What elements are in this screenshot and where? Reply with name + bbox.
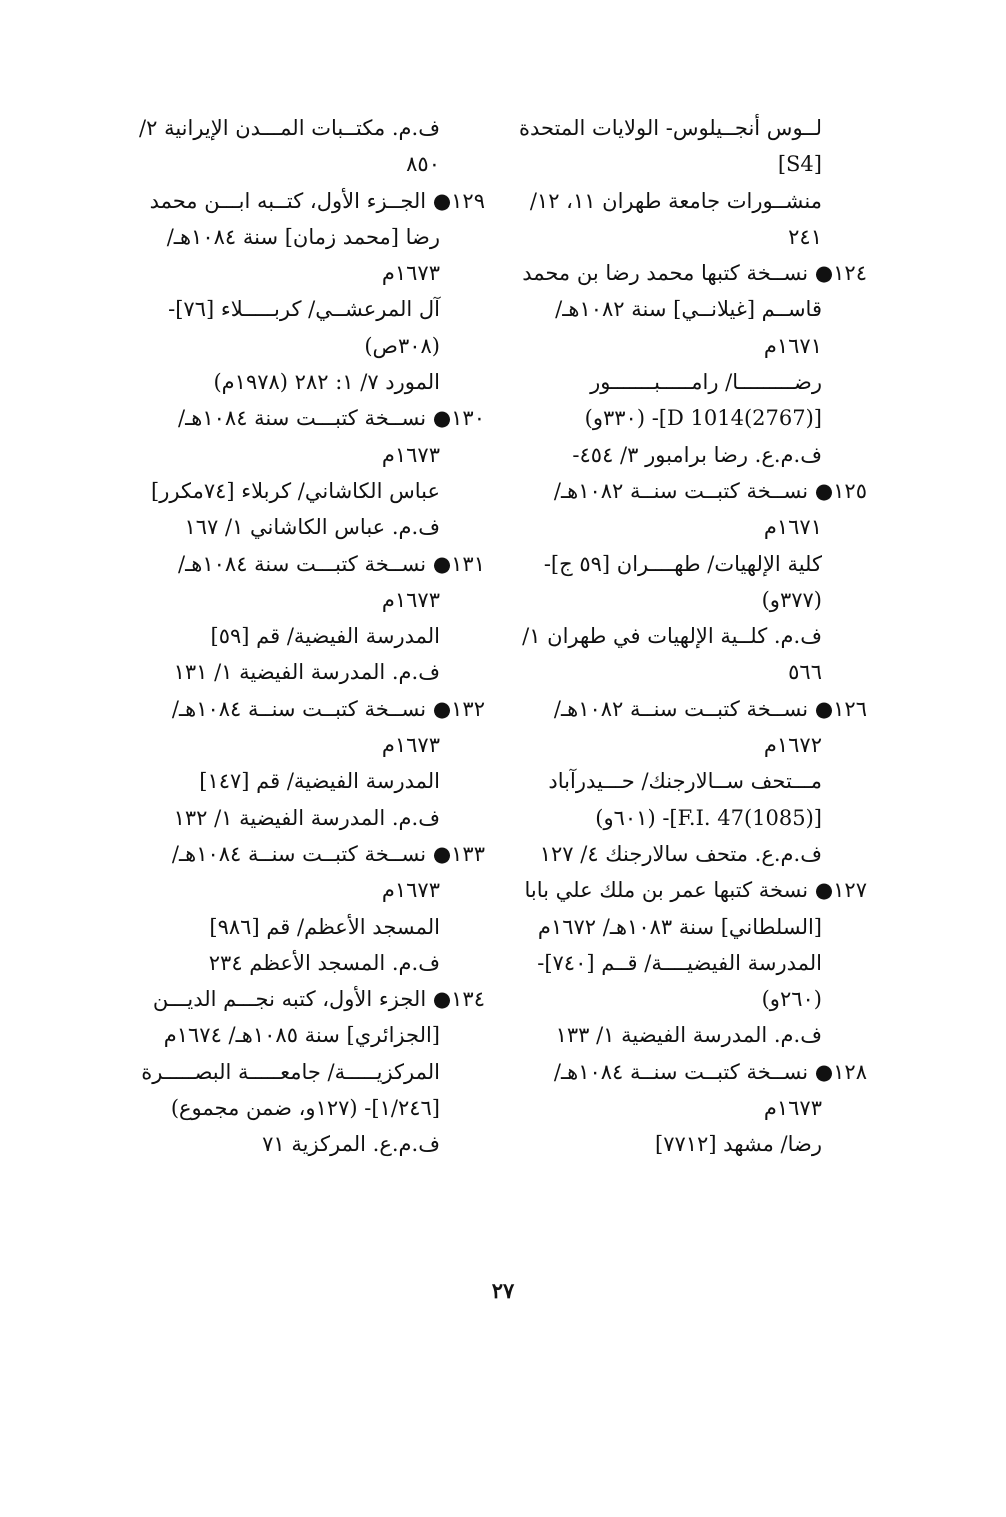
entry-text-line: ٥٦٦ <box>788 660 822 685</box>
entry-text-line: ف.م. مكتــبات المـــدن الإيرانية ٢/ <box>139 116 440 140</box>
entry-heading-line: ١٣٣● نســخة كتبــت سنــة ١٠٨٤هـ/ <box>171 841 485 866</box>
entry-text-line: [F.I. 47(1085)]- (٦٠١و) <box>595 805 822 830</box>
entry-text-line: ف.م. المدرسة الفيضية ١/ ١٣٣ <box>555 1023 822 1048</box>
entry-text-line: ٨٥٠ <box>406 152 440 177</box>
entry-text-line: ١٦٧٣م <box>763 1096 822 1121</box>
entry-text-line: رضـــــــــا/ رامـــــبـــــــور <box>590 370 822 395</box>
page-number: ٢٧ <box>491 1278 515 1303</box>
entry-text-line: مـــتحف ســالارجنك/ حـــيدرآباد <box>548 769 822 794</box>
entry-heading-line: ١٣١● نســخة كتبـــت سنة ١٠٨٤هـ/ <box>178 551 485 576</box>
entry-text-line: ف.م. كلــية الإلهيات في طهران ١/ <box>522 624 822 649</box>
entry-text-line: ١٦٧١م <box>763 333 822 358</box>
entry-text-line: رضا/ مشهد [٧٧١٢] <box>654 1132 822 1157</box>
entry-text-line: ف.م. المسجد الأعظم ٢٣٤ <box>208 950 440 975</box>
left-column <box>140 110 485 1163</box>
entry-text-line: رضا [محمد زمان] سنة ١٠٨٤هـ/ <box>166 224 440 249</box>
entry-text-line: المركزيـــــة/ جامعـــــة البصـــــرة <box>141 1059 440 1084</box>
entry-text-line: (٢٦٠و) <box>761 987 822 1012</box>
entry-text-line: المدرسة الفيضيــــة/ قــم [٧٤٠]- <box>537 950 822 975</box>
entry-heading-line: ١٢٨● نســخة كتبــت سنــة ١٠٨٤هـ/ <box>553 1059 867 1084</box>
entry-heading-line: ١٣٢● نســخة كتبــت سنــة ١٠٨٤هـ/ <box>171 696 485 721</box>
entry-text-line: ٢٤١ <box>788 224 822 249</box>
entry-text-line: المدرسة الفيضية/ قم [٥٩] <box>210 624 440 649</box>
entry-text-line: ١٦٧٣م <box>381 261 440 286</box>
entry-heading-line: ١٢٤● نســخة كتبها محمد رضا بن محمد <box>522 261 867 286</box>
entry-text-line: ف.م.ع. رضا برامبور ٣/ ٤٥٤- <box>572 442 822 467</box>
entry-heading-line: ١٢٥● نســخة كتبــت سنــة ١٠٨٢هـ/ <box>553 478 867 503</box>
entry-text-line: المورد ٧/ ١: ٢٨٢ (١٩٧٨م) <box>213 370 440 395</box>
entry-text-line: [الجزائري] سنة ١٠٨٥هـ/ ١٦٧٤م <box>163 1023 440 1048</box>
entry-heading-line: ١٣٠● نســخة كتبـــت سنة ١٠٨٤هـ/ <box>178 406 485 431</box>
entry-text-line: ف.م. عباس الكاشاني ١/ ١٦٧ <box>184 515 440 540</box>
entry-text-line: (٣٧٧و) <box>761 587 822 612</box>
right-column <box>519 110 867 1163</box>
entry-text-line: ١٦٧٣م <box>381 587 440 612</box>
entry-text-line: [S4] <box>777 152 822 177</box>
entry-heading-line: ١٣٤● الجزء الأول، كتبه نجـــم الديـــن <box>152 987 485 1012</box>
entry-text-line: (٣٠٨ص) <box>364 333 440 358</box>
entry-text-line: ف.م. المدرسة الفيضية ١/ ١٣٢ <box>173 805 440 830</box>
entry-text-line: ١٦٧٣م <box>381 878 440 903</box>
entry-text-line: قاســم [غيلانــي] سنة ١٠٨٢هـ/ <box>555 297 822 322</box>
entry-text-line: آل المرعشــي/ كربـــــلاء [٧٦]- <box>168 297 440 322</box>
entry-text-line: كلية الإلهيات/ طهــــران [٥٩ ج]- <box>543 551 822 576</box>
entry-text-line: ١٦٧١م <box>763 515 822 540</box>
entry-text-line: منشــورات جامعة طهران ١١، ١٢/ <box>529 188 822 213</box>
entry-text-line: ١٦٧٢م <box>763 733 822 758</box>
entry-text-line: ١٦٧٣م <box>381 733 440 758</box>
entry-text-line: ف.م.ع. متحف سالارجنك ٤/ ١٢٧ <box>539 841 822 866</box>
entry-text-line: [السلطاني] سنة ١٠٨٣هـ/ ١٦٧٢م <box>537 914 822 939</box>
entry-heading-line: ١٢٧● نسخة كتبها عمر بن ملك علي بابا <box>524 878 867 903</box>
entry-text-line: لــوس أنجــيلوس- الولايات المتحدة <box>519 116 822 140</box>
entry-text-line: [D 1014(2767)]- (٣٣٠و) <box>584 406 822 431</box>
entry-text-line: ف.م.ع. المركزية ٧١ <box>262 1132 440 1157</box>
entry-text-line: المدرسة الفيضية/ قم [١٤٧] <box>199 769 440 794</box>
entry-text-line: [١/٢٤٦]- (١٢٧و، ضمن مجموع) <box>170 1096 440 1121</box>
entry-text-line: عباس الكاشاني/ كربلاء [٧٤مكرر] <box>151 478 440 503</box>
entry-text-line: المسجد الأعظم/ قم [٩٨٦] <box>209 914 440 939</box>
entry-heading-line: ١٢٦● نســخة كتبــت سنــة ١٠٨٢هـ/ <box>553 696 867 721</box>
entry-text-line: ف.م. المدرسة الفيضية ١/ ١٣١ <box>173 660 440 685</box>
entry-text-line: ١٦٧٣م <box>381 442 440 467</box>
entry-heading-line: ١٢٩● الجــزء الأول، كتــبه ابـــن محمد <box>149 188 485 213</box>
